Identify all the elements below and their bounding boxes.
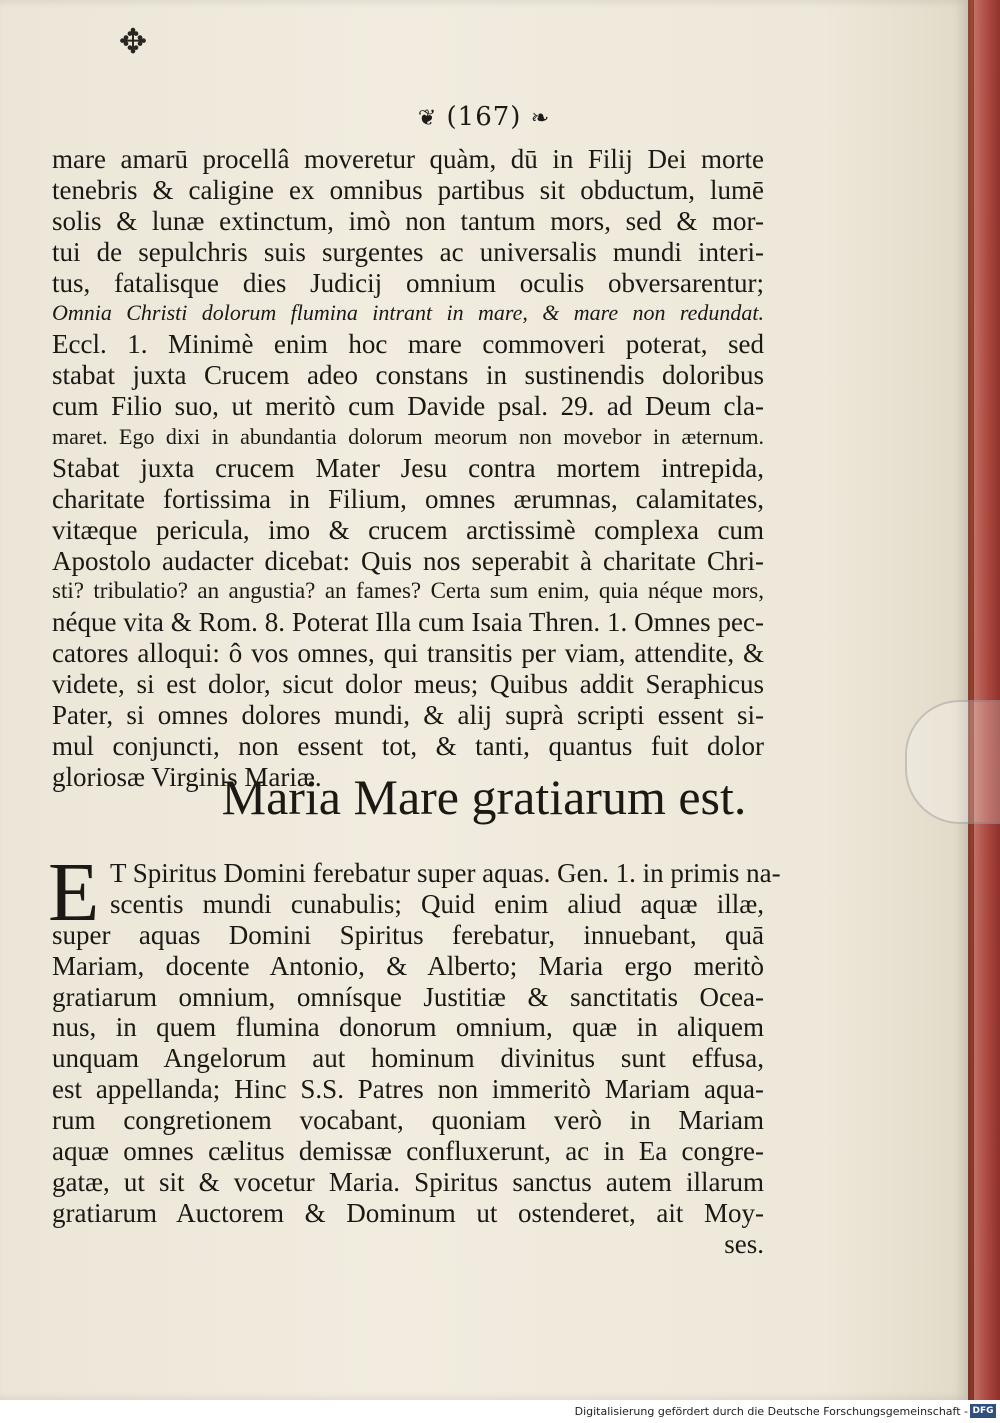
text-line: néque vita & Rom. 8. Poterat Illa cum Isaia Thren. 1. Omnes pec- — [52, 607, 764, 638]
text-line: charitate fortissima in Filium, omnes ærumnas, calamitates, — [52, 483, 764, 514]
paragraph-1 — [52, 144, 764, 793]
text-line: super aquas Domini Spiritus ferebatur, innuebant, quā — [52, 919, 764, 950]
paragraph-2 — [52, 858, 781, 1260]
text-line: unquam Angelorum aut hominum divinitus sunt effusa, — [52, 1043, 764, 1074]
text-line: est appellanda; Hinc S.S. Patres non immeritò Mariam aqua- — [52, 1074, 764, 1105]
ornament-left-icon: ❦ — [417, 106, 438, 131]
footer — [0, 1400, 1000, 1423]
text-line: videte, si est dolor, sicut dolor meus; Quibus addit Seraphicus — [52, 669, 764, 700]
page-number: (167) — [446, 102, 522, 132]
page-header — [0, 102, 968, 132]
text-line: catores alloqui: ô vos omnes, qui transitis per viam, attendite, & — [52, 638, 764, 669]
text-line: T Spiritus Domini ferebatur super aquas. Gen. 1. in primis na- — [110, 858, 781, 888]
text-line: gratiarum omnium, omnísque Justitiæ & sanctitatis Ocea- — [52, 981, 764, 1012]
text-line: Pater, si omnes dolores mundi, & alij suprà scripti essent si- — [52, 700, 764, 731]
dfg-logo: DFG — [970, 1404, 996, 1418]
text-line: solis & lunæ extinctum, imò non tantum mors, sed & mor- — [52, 205, 764, 236]
text-line: Apostolo audacter dicebat: Quis nos seperabit à charitate Chri- — [52, 545, 764, 576]
text-line: tui de sepulchris suis surgentes ac universalis mundi interi- — [52, 236, 764, 267]
text-line: aquæ omnes cælitus demissæ confluxerunt, ac in Ea congre- — [52, 1136, 764, 1167]
text-line: gratiarum Auctorem & Dominum ut ostenderet, ait Moy- — [52, 1197, 764, 1228]
text-line: Stabat juxta crucem Mater Jesu contra mortem intrepida, — [52, 452, 764, 483]
page-clip — [905, 700, 1000, 824]
text-line: Mariam, docente Antonio, & Alberto; Maria ergo meritò — [52, 950, 764, 981]
ink-mark-icon: ✥ — [118, 22, 148, 62]
catchword: ses. — [724, 1228, 764, 1259]
ornament-right-icon: ❧ — [530, 106, 551, 131]
section-title: Maria Mare gratiarum est. — [221, 769, 747, 825]
dropcap: E — [48, 846, 100, 939]
text-line: sti? tribulatio? an angustia? an fames? Certa sum enim, quia néque mors, — [52, 578, 764, 604]
text-line: stabat juxta Crucem adeo constans in sustinendis doloribus — [52, 360, 764, 391]
text-line: tus, fatalisque dies Judicij omnium oculis obversarentur; — [52, 267, 764, 298]
text-line: cum Filio suo, ut meritò cum Davide psal. 29. ad Deum cla- — [52, 391, 764, 422]
text-line: rum congretionem vocabant, quoniam verò in Mariam — [52, 1105, 764, 1136]
footer-credit: Digitalisierung gefördert durch die Deutsche Forschungsgemeinschaft - — [574, 1405, 968, 1418]
text-line: gloriosæ Virginis Mariæ. — [52, 761, 322, 792]
text-line: tenebris & caligine ex omnibus partibus sit obductum, lumē — [52, 174, 764, 205]
text-line: scentis mundi cunabulis; Quid enim aliud aquæ illæ, — [110, 888, 764, 919]
text-line: maret. Ego dixi in abundantia dolorum meorum non movebor in æternum. — [52, 424, 764, 450]
text-line: vitæque pericula, imo & crucem arctissimè complexa cum — [52, 514, 764, 545]
text-line: Omnia Christi dolorum flumina intrant in mare, & mare non redundat. — [52, 300, 764, 326]
text-line: mul conjuncti, non essent tot, & tanti, quantus fuit dolor — [52, 730, 764, 761]
text-line: nus, in quem flumina donorum omnium, quæ in aliquem — [52, 1012, 764, 1043]
text-line: Eccl. 1. Minimè enim hoc mare commoveri poterat, sed — [52, 329, 764, 360]
text-line: gatæ, ut sit & vocetur Maria. Spiritus sanctus autem illarum — [52, 1166, 764, 1197]
text-line: mare amarū procellâ moveretur quàm, dū in Filij Dei morte — [52, 144, 764, 174]
